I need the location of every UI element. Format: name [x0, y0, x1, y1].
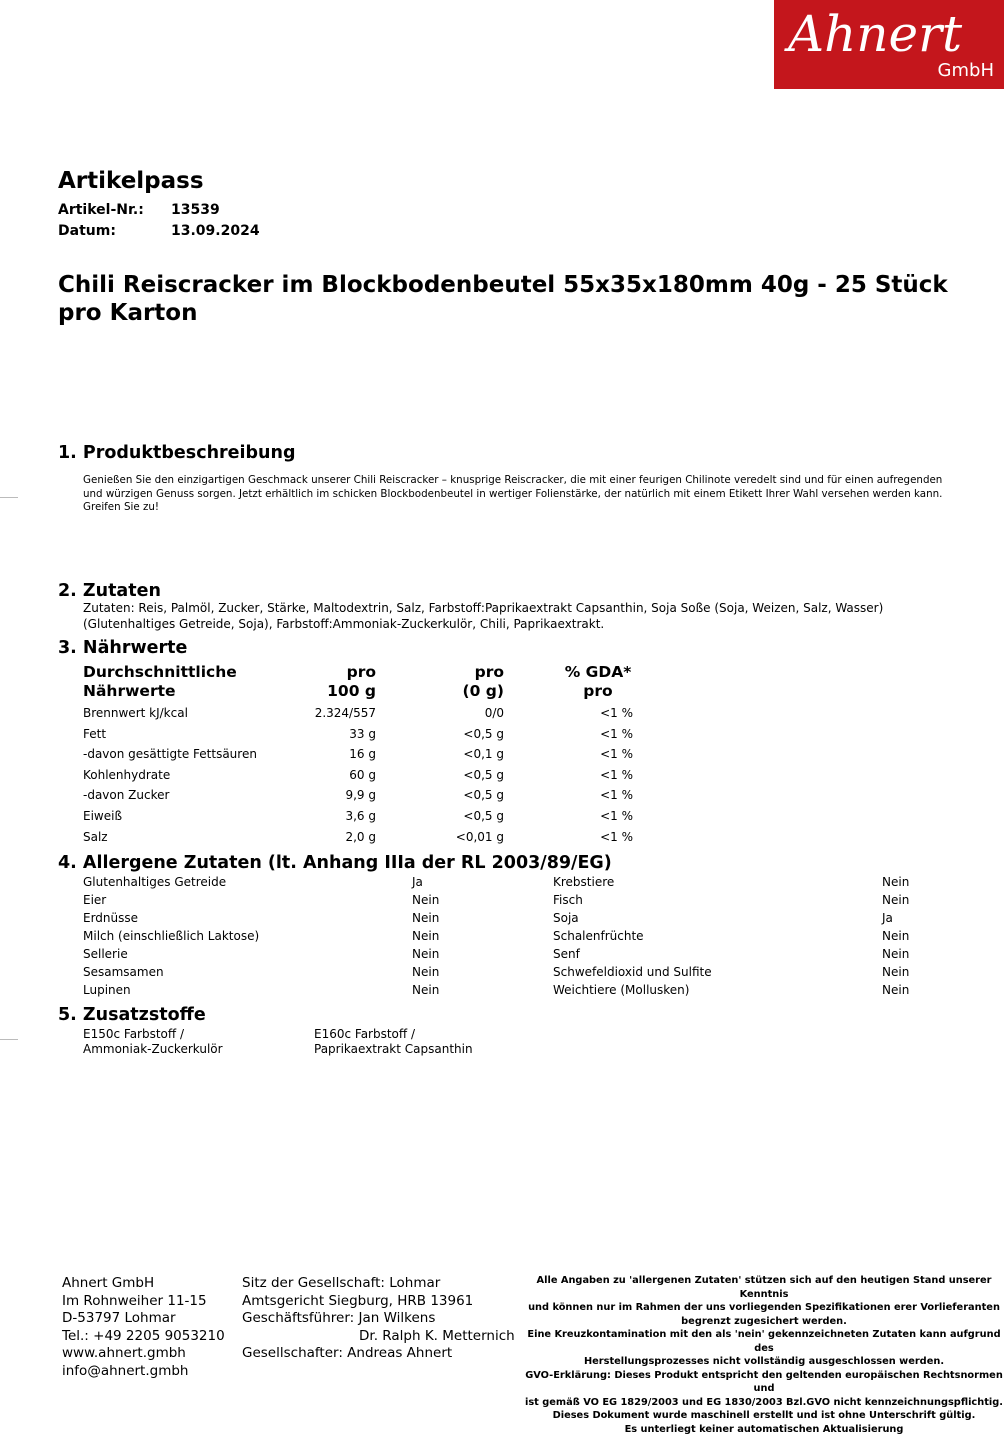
disclaimer-line: ist gemäß VO EG 1829/2003 und EG 1830/2003 Bzl.GVO nicht kennzeichnungspflichtig.: [522, 1396, 1006, 1410]
nutrient-value: 3,6 g: [256, 809, 376, 823]
allergen-status: Nein: [882, 947, 909, 961]
allergen-name: Weichtiere (Mollusken): [553, 983, 689, 997]
nutrient-value: <1 %: [561, 788, 633, 802]
nutrition-col-header: pro: [256, 663, 376, 682]
description-heading: 1. Produktbeschreibung: [58, 443, 296, 463]
nutrition-heading: 3. Nährwerte: [58, 638, 187, 658]
article-no-label: Artikel-Nr.:: [58, 202, 144, 218]
nutrition-col-header: 100 g: [256, 682, 376, 701]
additive-line: E160c Farbstoff /: [314, 1027, 415, 1041]
disclaimer-line: Eine Kreuzkontamination mit den als 'nein' gekennzeichneten Zutaten kann aufgrund des: [522, 1328, 1006, 1355]
allergens-heading: 4. Allergene Zutaten (lt. Anhang IIIa der RL 2003/89/EG): [58, 853, 612, 873]
disclaimer-line: begrenzt zugesichert werden.: [522, 1315, 1006, 1329]
allergen-name: Krebstiere: [553, 875, 614, 889]
allergen-name: Sellerie: [83, 947, 128, 961]
additive-line: Paprikaextrakt Capsanthin: [314, 1042, 473, 1056]
margin-mark: [0, 1039, 18, 1040]
allergen-status: Nein: [412, 965, 439, 979]
allergen-name: Schalenfrüchte: [553, 929, 644, 943]
footer-line: D-53797 Lohmar: [62, 1310, 176, 1328]
footer-line: Im Rohnweiher 11-15: [62, 1293, 207, 1311]
nutrient-value: 16 g: [256, 747, 376, 761]
ingredients-text: Zutaten: Reis, Palmöl, Zucker, Stärke, Maltodextrin, Salz, Farbstoff:Paprikaextrakt Capsanthin, Soja Soße (Soja, Weizen, Salz, Wasser) (Glutenhaltiges Getreide, Soja), Farbstoff:Ammoniak-Zuckerkulör, Chili, Paprikaextrakt.: [83, 600, 963, 632]
page-title: Artikelpass: [58, 168, 204, 194]
nutrient-name: Fett: [83, 727, 283, 741]
nutrition-col-header: (0 g): [384, 682, 504, 701]
additives-heading: 5. Zusatzstoffe: [58, 1005, 206, 1025]
product-title: Chili Reiscracker im Blockbodenbeutel 55x35x180mm 40g - 25 Stück pro Karton: [58, 271, 958, 327]
nutrient-value: 2.324/557: [256, 706, 376, 720]
allergen-status: Nein: [412, 947, 439, 961]
allergen-name: Senf: [553, 947, 580, 961]
nutrient-value: <0,5 g: [384, 788, 504, 802]
date-label: Datum:: [58, 223, 116, 239]
article-no-value: 13539: [171, 202, 220, 218]
disclaimer-line: Herstellungsprozesses nicht vollständig ausgeschlossen werden.: [522, 1355, 1006, 1369]
company-logo: [774, 0, 1004, 89]
nutrition-col-header: Durchschnittliche: [83, 663, 283, 682]
nutrient-name: Brennwert kJ/kcal: [83, 706, 283, 720]
allergen-name: Fisch: [553, 893, 583, 907]
nutrient-value: <0,5 g: [384, 809, 504, 823]
allergen-status: Ja: [412, 875, 423, 889]
nutrition-col-header: % GDA*: [538, 663, 658, 682]
allergen-name: Erdnüsse: [83, 911, 138, 925]
footer-line: Dr. Ralph K. Metternich: [359, 1328, 515, 1346]
allergen-status: Nein: [412, 893, 439, 907]
allergen-name: Sesamsamen: [83, 965, 164, 979]
nutrition-col-header: Nährwerte: [83, 682, 283, 701]
nutrient-name: Kohlenhydrate: [83, 768, 283, 782]
nutrient-value: <0,01 g: [384, 830, 504, 844]
nutrient-value: <0,1 g: [384, 747, 504, 761]
logo-brand: Ahnert: [788, 4, 962, 64]
allergen-name: Milch (einschließlich Laktose): [83, 929, 259, 943]
allergen-name: Soja: [553, 911, 579, 925]
allergen-status: Nein: [882, 893, 909, 907]
ingredients-heading: 2. Zutaten: [58, 581, 161, 601]
nutrient-value: <1 %: [561, 809, 633, 823]
allergen-status: Nein: [412, 983, 439, 997]
nutrient-value: <1 %: [561, 830, 633, 844]
disclaimer-line: Alle Angaben zu 'allergenen Zutaten' stützen sich auf den heutigen Stand unserer Kenntnis: [522, 1274, 1006, 1301]
nutrition-col-header: pro: [384, 663, 504, 682]
nutrient-value: 9,9 g: [256, 788, 376, 802]
nutrient-value: 2,0 g: [256, 830, 376, 844]
nutrient-name: -davon Zucker: [83, 788, 283, 802]
nutrient-value: <1 %: [561, 747, 633, 761]
nutrient-name: Salz: [83, 830, 283, 844]
disclaimer-line: Dieses Dokument wurde maschinell erstellt und ist ohne Unterschrift gültig.: [522, 1409, 1006, 1423]
nutrient-value: <0,5 g: [384, 768, 504, 782]
nutrient-value: <1 %: [561, 706, 633, 720]
footer-line: info@ahnert.gmbh: [62, 1363, 189, 1381]
allergen-name: Lupinen: [83, 983, 131, 997]
disclaimer-line: und können nur im Rahmen der uns vorliegenden Spezifikationen erer Vorlieferanten: [522, 1301, 1006, 1315]
logo-suffix: GmbH: [938, 60, 994, 82]
date-value: 13.09.2024: [171, 223, 260, 239]
allergen-status: Nein: [882, 875, 909, 889]
allergen-status: Nein: [882, 965, 909, 979]
allergen-status: Nein: [882, 929, 909, 943]
additive-line: Ammoniak-Zuckerkulör: [83, 1042, 223, 1056]
description-text: Genießen Sie den einzigartigen Geschmack unserer Chili Reiscracker – knusprige Reiscracker, die mit einer feurigen Chilinote veredelt sind und für einen aufregenden und würzigen Genuss sorgen. Jetzt erhältlich im schicken Blockbodenbeutel in wertiger Folienstärke, der natürlich mit einem Etikett Ihrer Wahl versehen werden kann. Greifen Sie zu!: [83, 474, 963, 515]
allergen-name: Glutenhaltiges Getreide: [83, 875, 226, 889]
allergen-status: Nein: [882, 983, 909, 997]
allergen-status: Nein: [412, 911, 439, 925]
disclaimer-line: GVO-Erklärung: Dieses Produkt entspricht den geltenden europäischen Rechtsnormen und: [522, 1369, 1006, 1396]
nutrient-value: 0/0: [384, 706, 504, 720]
nutrient-name: -davon gesättigte Fettsäuren: [83, 747, 283, 761]
allergen-status: Nein: [412, 929, 439, 943]
disclaimer-line: Es unterliegt keiner automatischen Aktualisierung: [522, 1423, 1006, 1436]
footer-line: Ahnert GmbH: [62, 1275, 154, 1293]
nutrient-name: Eiweiß: [83, 809, 283, 823]
footer-disclaimer: [522, 1274, 1006, 1436]
allergen-name: Schwefeldioxid und Sulfite: [553, 965, 712, 979]
footer-line: Tel.: +49 2205 9053210: [62, 1328, 225, 1346]
footer-line: Geschäftsführer: Jan Wilkens: [242, 1310, 435, 1328]
allergen-status: Ja: [882, 911, 893, 925]
margin-mark: [0, 497, 18, 498]
additive-line: E150c Farbstoff /: [83, 1027, 184, 1041]
footer-line: Gesellschafter: Andreas Ahnert: [242, 1345, 452, 1363]
footer-line: Amtsgericht Siegburg, HRB 13961: [242, 1293, 473, 1311]
nutrient-value: <1 %: [561, 727, 633, 741]
nutrient-value: 33 g: [256, 727, 376, 741]
nutrition-col-header: pro: [538, 682, 658, 701]
nutrient-value: 60 g: [256, 768, 376, 782]
footer-line: www.ahnert.gmbh: [62, 1345, 186, 1363]
nutrient-value: <1 %: [561, 768, 633, 782]
allergen-name: Eier: [83, 893, 106, 907]
footer-line: Sitz der Gesellschaft: Lohmar: [242, 1275, 440, 1293]
nutrient-value: <0,5 g: [384, 727, 504, 741]
